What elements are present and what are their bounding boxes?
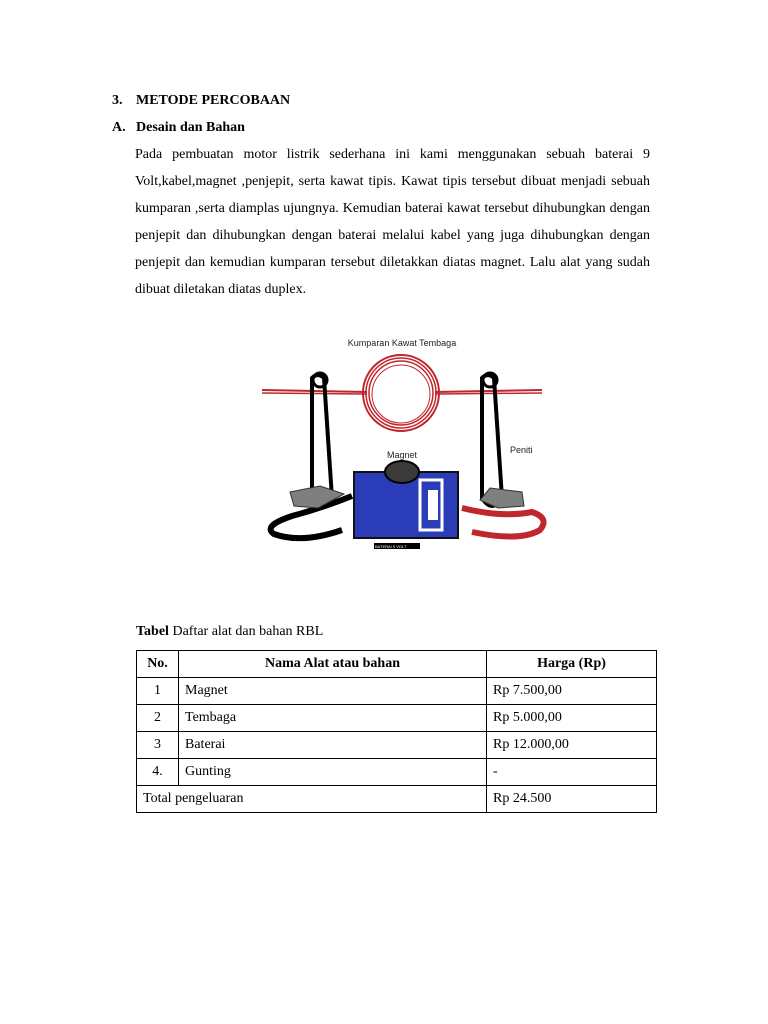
- row-price: Rp 7.500,00: [487, 678, 657, 705]
- subsection-letter: A.: [112, 120, 126, 135]
- materials-table: [136, 650, 657, 813]
- body-paragraph: Pada pembuatan motor listrik sederhana ini kami menggunakan sebuah baterai 9 Volt,kabel,magnet ,penjepit, serta kawat tipis. Kawat tipis tersebut dibuat menjadi sebuah kumparan ,serta diamplas ujungnya. Kemudian baterai kawat tersebut dihubungkan dengan penjepit dan dihubungkan dengan baterai melalui kabel yang juga dihubungkan dengan penjepit dan kemudian kumparan tersebut diletakkan diatas magnet. Lalu alat yang sudah dibuat diletakan diatas duplex.: [135, 147, 650, 297]
- row-no: 2: [137, 705, 179, 732]
- table-header-row: [137, 651, 657, 678]
- magnet: [385, 461, 419, 483]
- motor-diagram: [232, 308, 584, 592]
- table-row: [137, 705, 657, 732]
- section-title: METODE PERCOBAAN: [136, 93, 291, 108]
- table-row: [137, 732, 657, 759]
- magnet-label: Magnet: [386, 450, 418, 460]
- row-price: Rp 12.000,00: [487, 732, 657, 759]
- total-label: Total pengeluaran: [137, 786, 487, 813]
- battery-label: BATERAI 9 VOLT: [375, 544, 407, 549]
- caption-text: Daftar alat dan bahan RBL: [168, 624, 324, 639]
- coil-label: Kumparan Kawat Tembaga: [347, 338, 457, 348]
- header-name: Nama Alat atau bahan: [179, 651, 487, 678]
- row-name: Magnet: [179, 678, 487, 705]
- row-no: 3: [137, 732, 179, 759]
- row-name: Tembaga: [179, 705, 487, 732]
- table-row: [137, 759, 657, 786]
- row-price: Rp 5.000,00: [487, 705, 657, 732]
- row-name: Baterai: [179, 732, 487, 759]
- row-no: 1: [137, 678, 179, 705]
- table-row: [137, 678, 657, 705]
- row-name: Gunting: [179, 759, 487, 786]
- table-caption: [136, 624, 323, 640]
- header-no: No.: [137, 651, 179, 678]
- header-price: Harga (Rp): [487, 651, 657, 678]
- section-number: 3.: [112, 93, 123, 108]
- row-price: -: [487, 759, 657, 786]
- row-no: 4.: [137, 759, 179, 786]
- caption-prefix: Tabel: [136, 624, 169, 639]
- subsection-title: Desain dan Bahan: [136, 120, 245, 135]
- total-value: Rp 24.500: [487, 786, 657, 813]
- table-total-row: [137, 786, 657, 813]
- pin-label: Peniti: [510, 445, 533, 455]
